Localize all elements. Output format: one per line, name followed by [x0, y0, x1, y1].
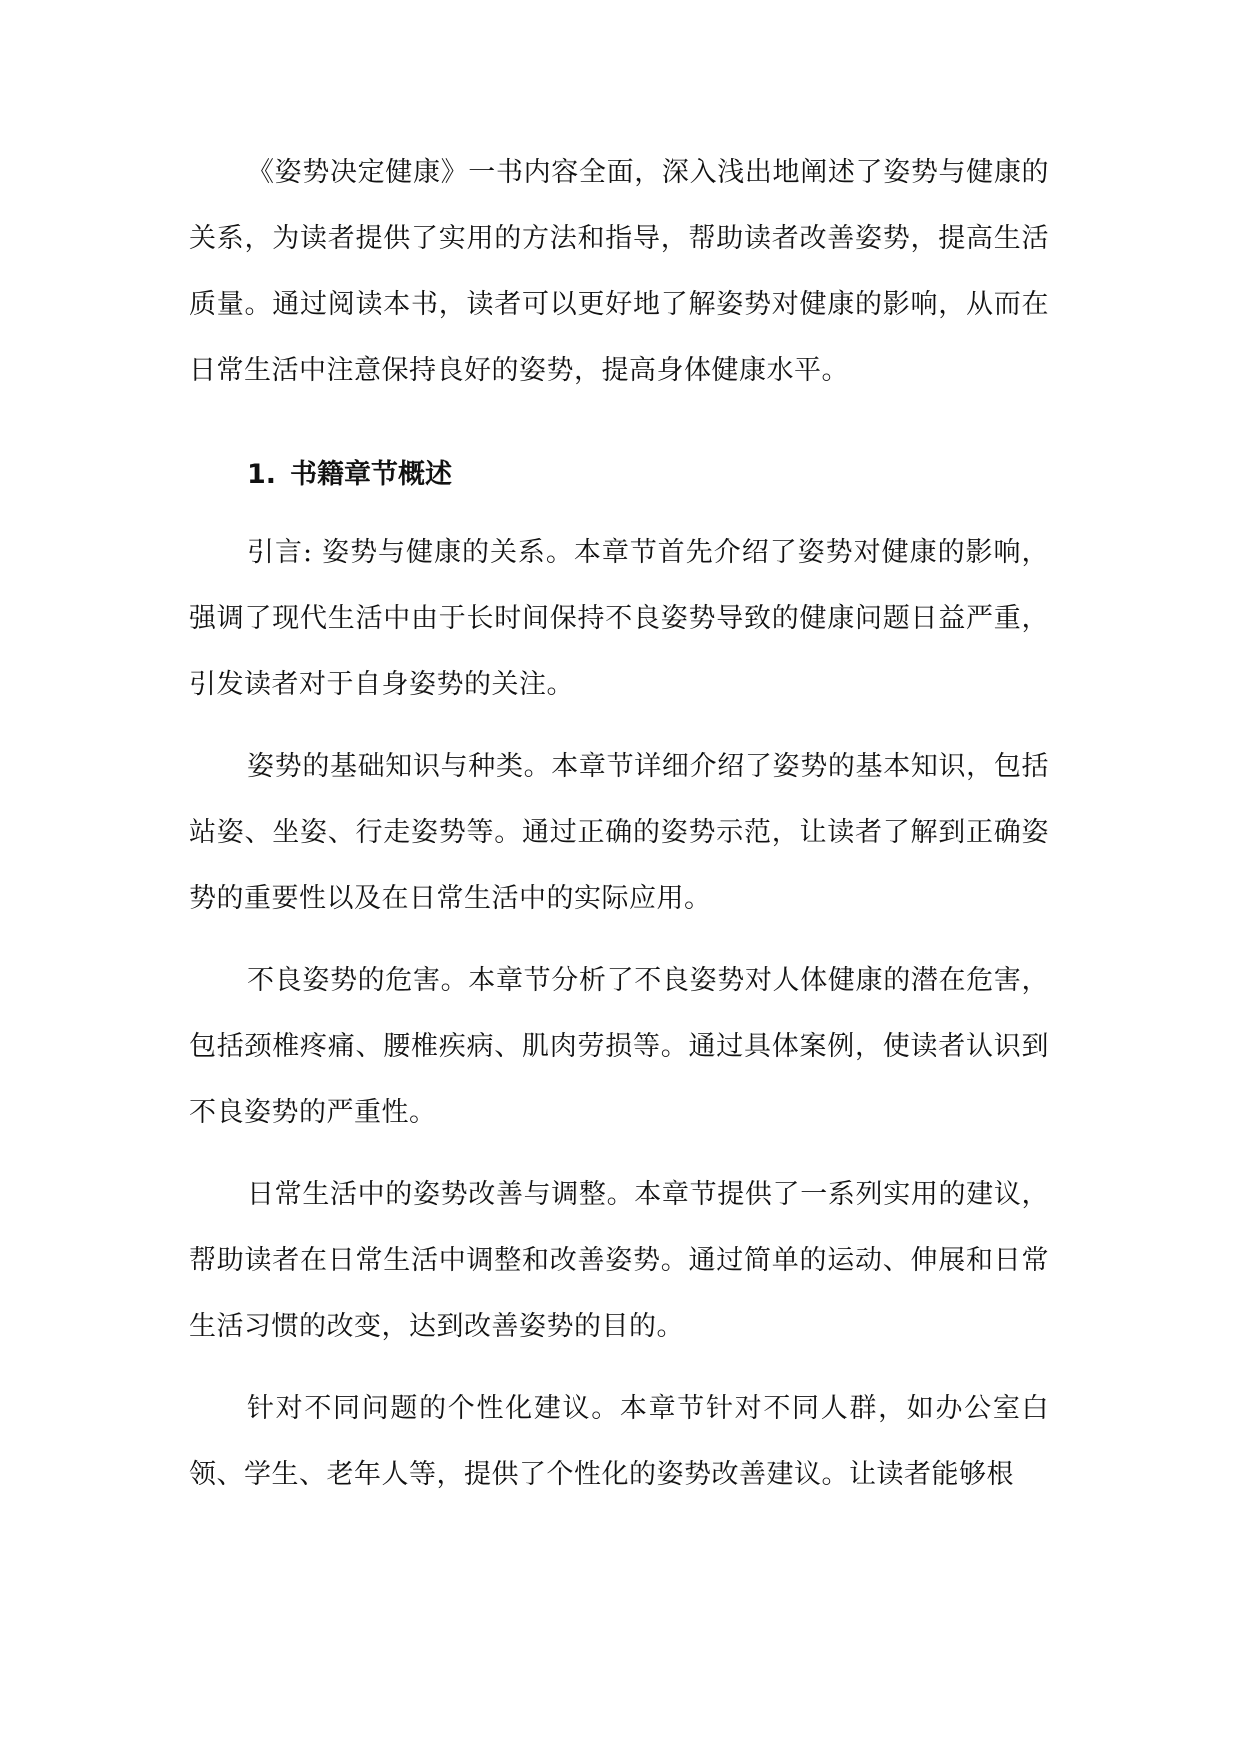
chapter-paragraph-basics: 姿势的基础知识与种类。本章节详细介绍了姿势的基本知识，包括站姿、坐姿、行走姿势等。通过正确的姿势示范，让读者了解到正确姿势的重要性以及在日常生活中的实际应用。	[189, 751, 1049, 914]
chapter-paragraph-improvement: 日常生活中的姿势改善与调整。本章节提供了一系列实用的建议，帮助读者在日常生活中调整和改善姿势。通过简单的运动、伸展和日常生活习惯的改变，达到改善姿势的目的。	[189, 1179, 1049, 1342]
section-title: 书籍章节概述	[290, 459, 453, 490]
intro-paragraph: 《姿势决定健康》一书内容全面，深入浅出地阐述了姿势与健康的关系，为读者提供了实用的方法和指导，帮助读者改善姿势，提高生活质量。通过阅读本书，读者可以更好地了解姿势对健康的影响，从而在日常生活中注意保持良好的姿势，提高身体健康水平。	[189, 157, 1049, 386]
section-heading	[189, 442, 1049, 508]
chapter-paragraph-harms: 不良姿势的危害。本章节分析了不良姿势对人体健康的潜在危害，包括颈椎疼痛、腰椎疾病、肌肉劳损等。通过具体案例，使读者认识到不良姿势的严重性。	[189, 965, 1049, 1128]
chapter-paragraph-introduction: 引言: 姿势与健康的关系。本章节首先介绍了姿势对健康的影响，强调了现代生活中由于长时间保持不良姿势导致的健康问题日益严重，引发读者对于自身姿势的关注。	[189, 537, 1049, 700]
section-number: 1.	[247, 459, 277, 490]
document-body	[189, 140, 1049, 1508]
chapter-paragraph-personalized: 针对不同问题的个性化建议。本章节针对不同人群，如办公室白领、学生、老年人等，提供了个性化的姿势改善建议。让读者能够根	[189, 1393, 1049, 1490]
